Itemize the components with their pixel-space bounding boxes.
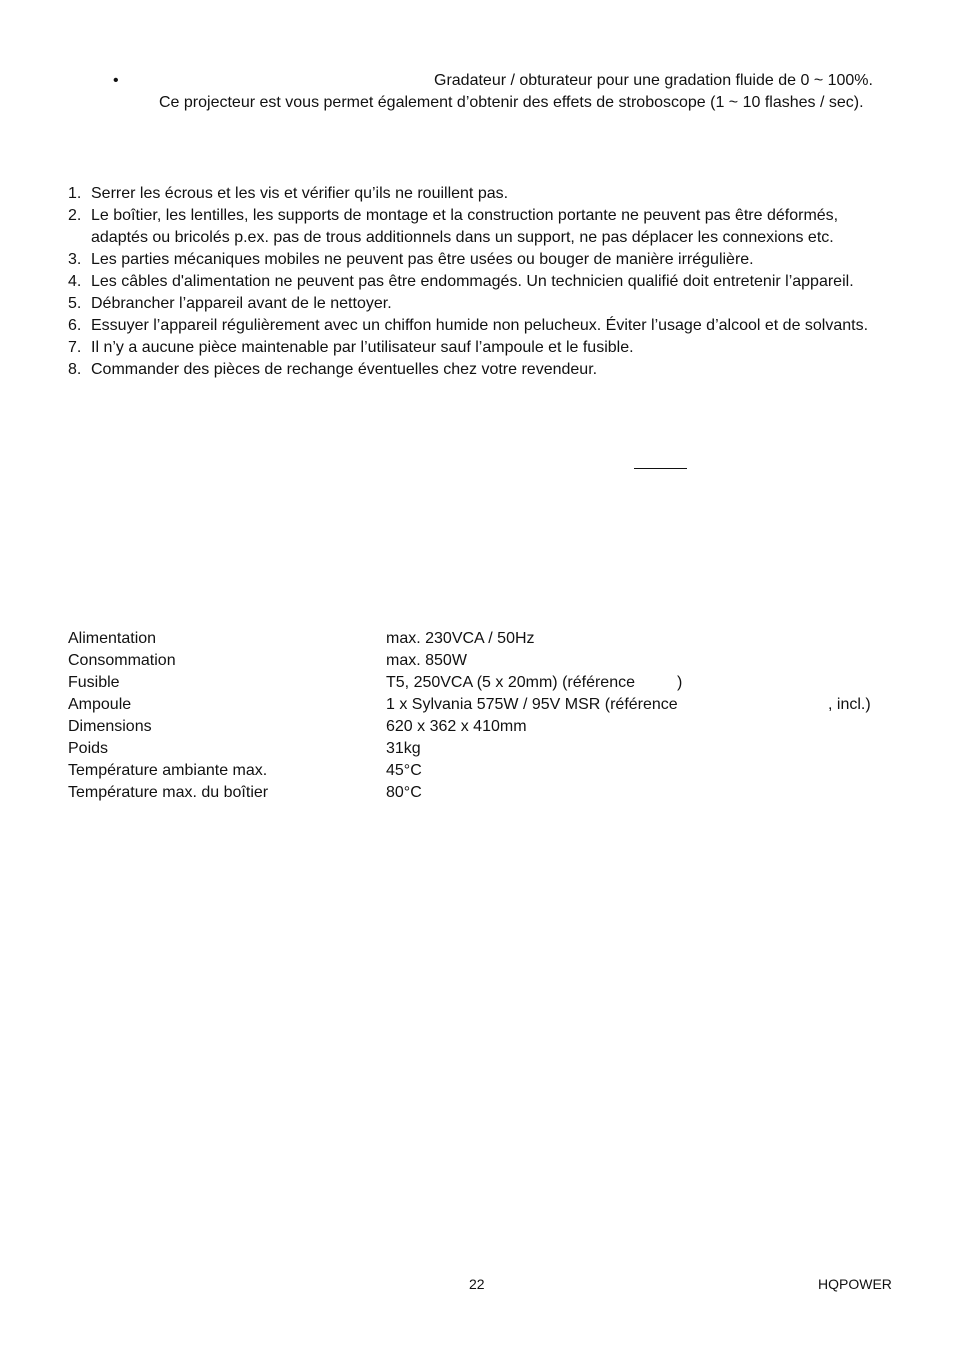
spec-value: max. 230VCA / 50Hz (386, 630, 535, 647)
spec-label: Dimensions (68, 718, 152, 735)
list-item-text: Commander des pièces de rechange éventuelles chez votre revendeur. (91, 361, 598, 378)
brand-name: HQPOWER (818, 1276, 892, 1292)
list-item-number: 6. (68, 317, 82, 334)
spec-value: 620 x 362 x 410mm (386, 718, 527, 735)
list-item-number: 4. (68, 273, 82, 290)
table-row (68, 650, 878, 672)
list-item-text: Serrer les écrous et les vis et vérifier qu’ils ne rouillent pas. (91, 185, 509, 202)
spec-value: 45°C (386, 762, 422, 779)
list-item-text: Essuyer l’appareil régulièrement avec un chiffon humide non pelucheux. Éviter l’usage d’alcool et de solvants. (91, 317, 869, 334)
spec-value: 31kg (386, 740, 421, 757)
list-item (68, 359, 868, 381)
list-item-number: 5. (68, 295, 82, 312)
list-item-text: Débrancher l’appareil avant de le nettoyer. (91, 295, 392, 312)
table-row (68, 716, 878, 738)
list-item (68, 315, 868, 337)
list-item-text: Le boîtier, les lentilles, les supports de montage et la construction portante ne peuvent pas être déformés, (91, 207, 839, 224)
table-row (68, 782, 878, 804)
maintenance-list (68, 183, 868, 381)
spec-value-suffix: ) (677, 674, 683, 691)
list-item (68, 293, 868, 315)
list-item-number: 7. (68, 339, 82, 356)
spec-value: 1 x Sylvania 575W / 95V MSR (référence (386, 696, 678, 713)
feature-strobe-text: Ce projecteur est vous permet également d’obtenir des effets de stroboscope (1 ~ 10 flashes / sec). (159, 94, 864, 111)
table-row (68, 694, 878, 716)
horizontal-rule (634, 468, 687, 469)
table-row (68, 760, 878, 782)
page-number: 22 (469, 1276, 485, 1292)
list-item (68, 249, 868, 271)
spec-label: Température ambiante max. (68, 762, 268, 779)
spec-value: max. 850W (386, 652, 467, 669)
table-row (68, 672, 878, 694)
list-item-continuation: adaptés ou bricolés p.ex. pas de trous additionnels dans un support, ne pas déplacer les connexions etc. (91, 229, 834, 246)
list-item (68, 271, 868, 293)
list-item-number: 1. (68, 185, 82, 202)
list-item-text: Il n’y a aucune pièce maintenable par l’utilisateur sauf l’ampoule et le fusible. (91, 339, 634, 356)
list-item-number: 3. (68, 251, 82, 268)
list-item-number: 2. (68, 207, 82, 224)
table-row (68, 628, 878, 650)
table-row (68, 738, 878, 760)
spec-value: T5, 250VCA (5 x 20mm) (référence (386, 674, 635, 691)
specifications-table (68, 628, 878, 804)
bullet-icon: • (113, 72, 119, 89)
list-item (68, 205, 868, 249)
list-item-number: 8. (68, 361, 82, 378)
list-item-text: Les parties mécaniques mobiles ne peuvent pas être usées ou bouger de manière irrégulière. (91, 251, 754, 268)
spec-value: 80°C (386, 784, 422, 801)
spec-label: Poids (68, 740, 109, 757)
list-item (68, 183, 868, 205)
spec-label: Consommation (68, 652, 176, 669)
spec-label: Ampoule (68, 696, 132, 713)
spec-value-suffix: , incl.) (828, 696, 871, 713)
list-item (68, 337, 868, 359)
spec-label: Alimentation (68, 630, 157, 647)
feature-dimmer-text: Gradateur / obturateur pour une gradation fluide de 0 ~ 100%. (434, 72, 873, 89)
spec-label: Température max. du boîtier (68, 784, 269, 801)
spec-label: Fusible (68, 674, 120, 691)
list-item-text: Les câbles d'alimentation ne peuvent pas être endommagés. Un technicien qualifié doit entretenir l’appareil. (91, 273, 854, 290)
